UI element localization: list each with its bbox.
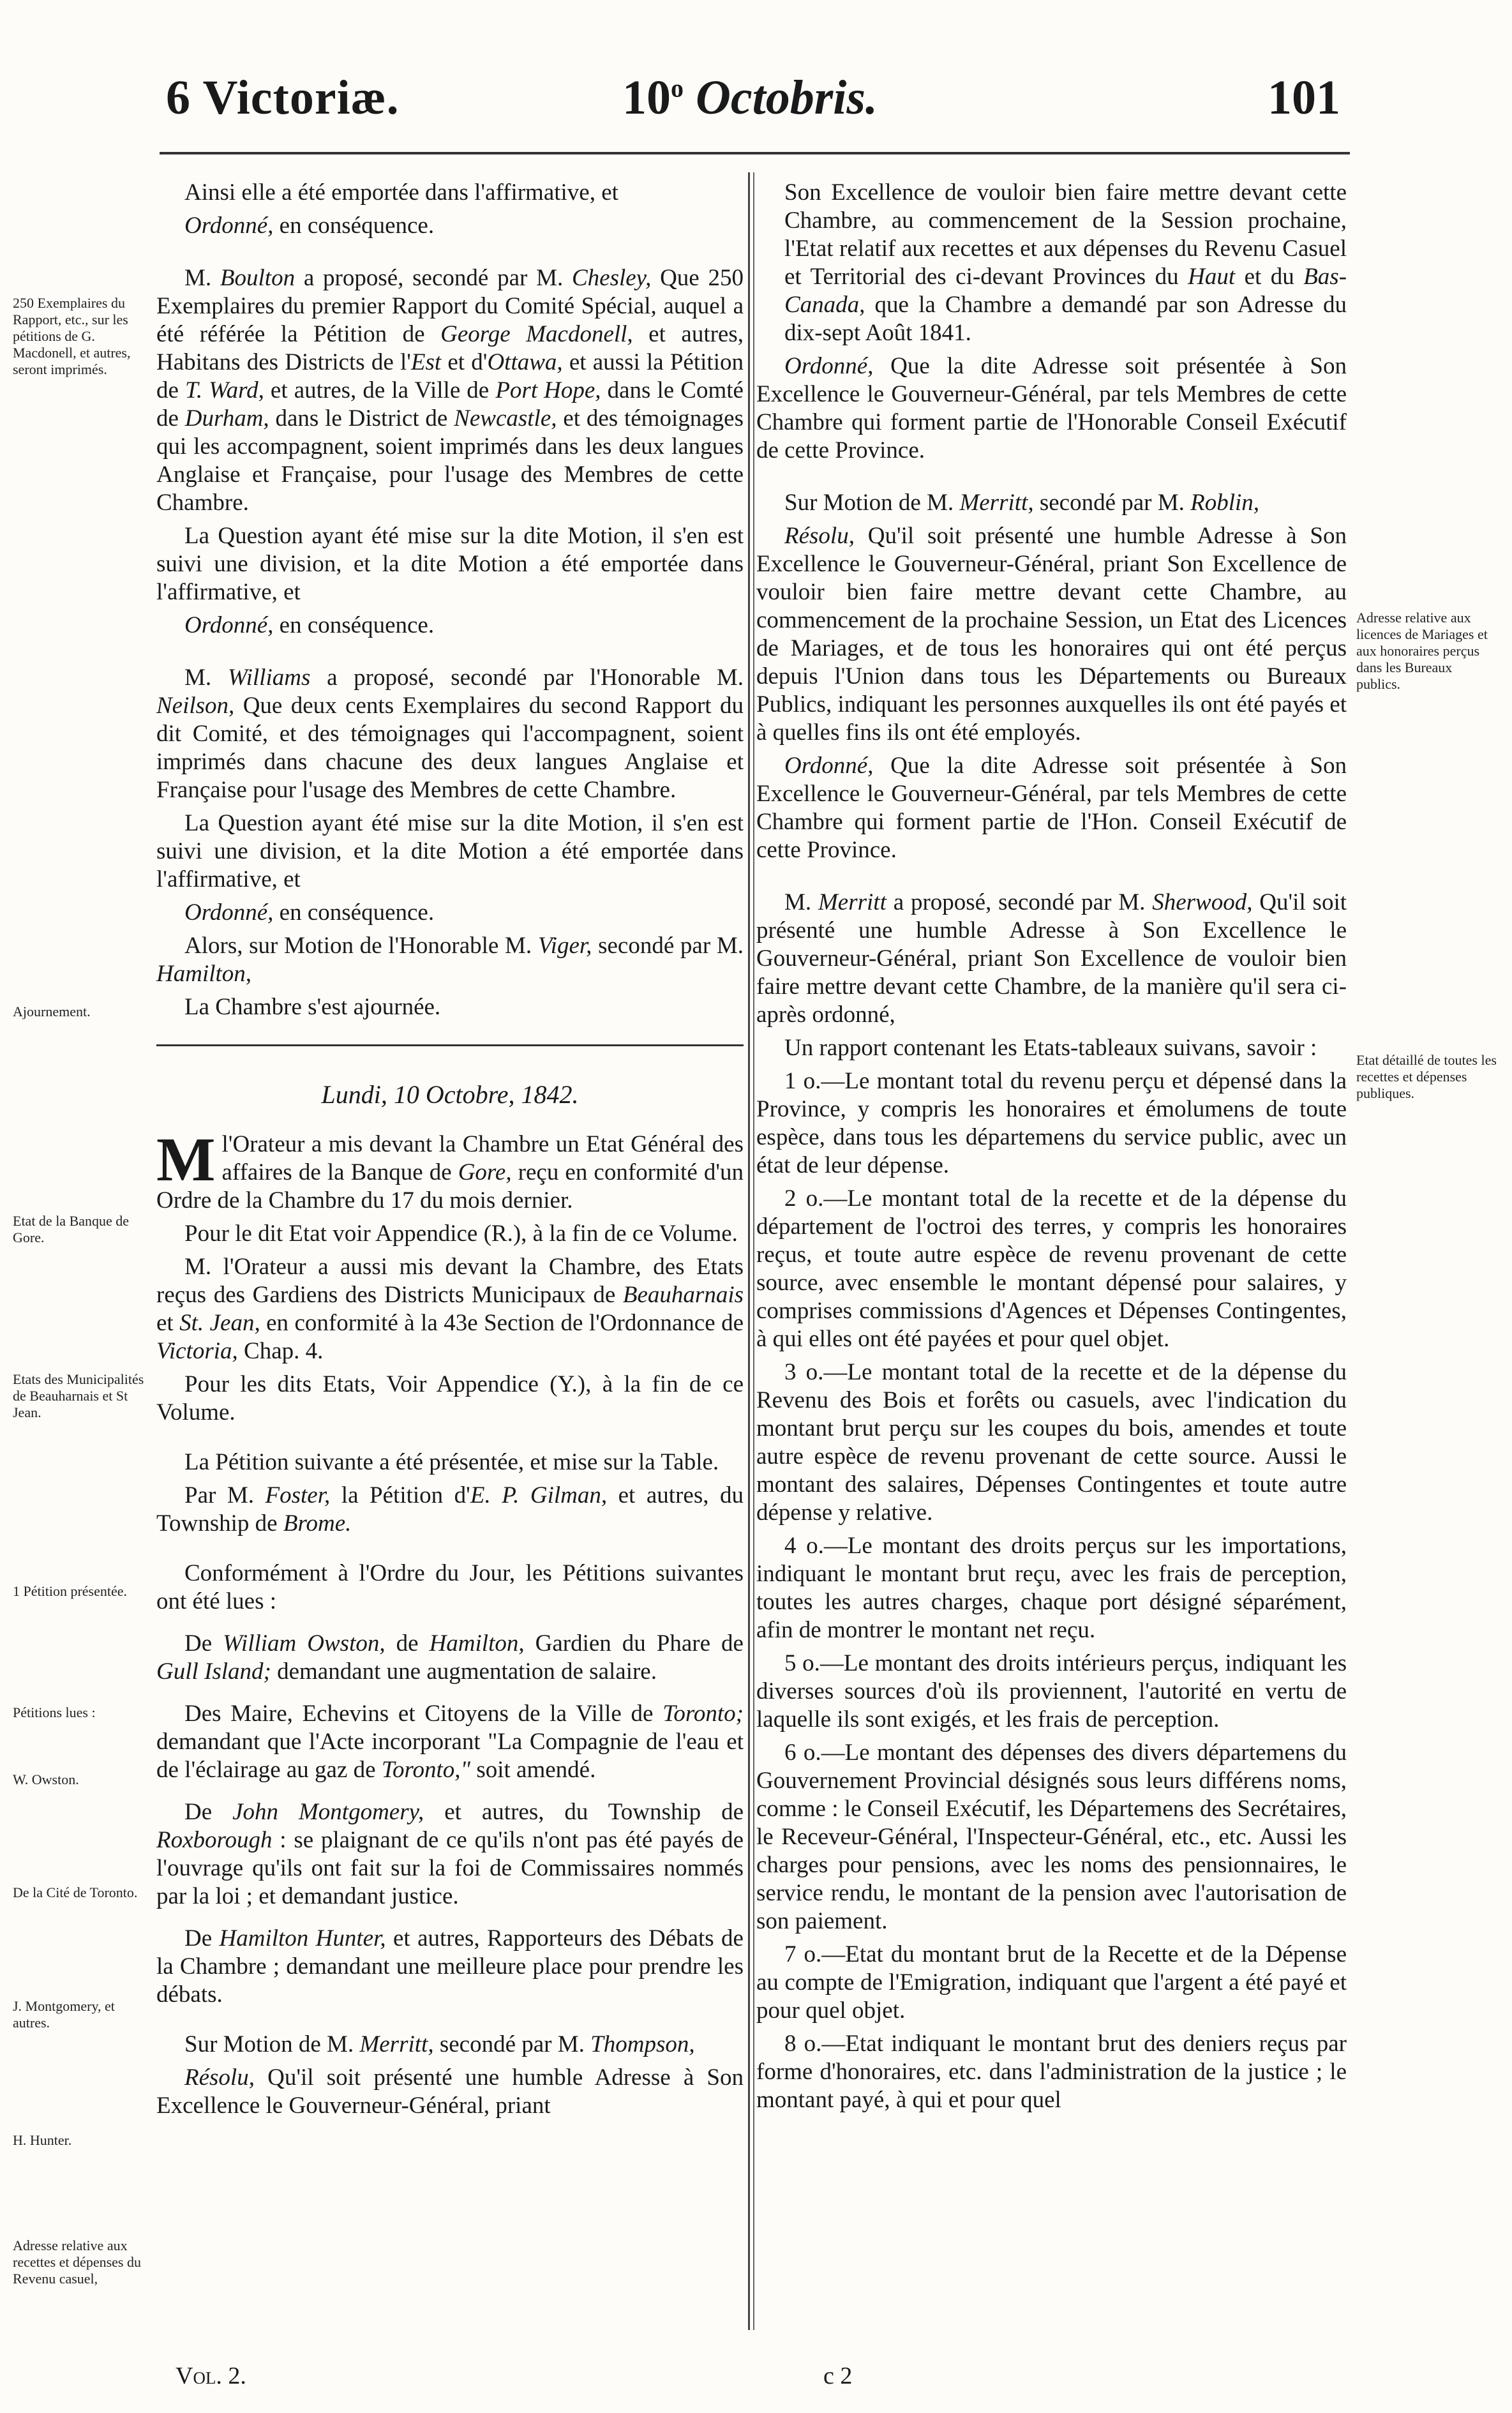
- paragraph-bank-of-gore: Ml'Orateur a mis devant la Chambre un Etat Général des affaires de la Banque de Gore, reçu en conformité d'un Ordre de la Chambre du 17 du mois dernier.: [156, 1125, 744, 1214]
- header-rule: [160, 152, 1350, 154]
- right-column: [756, 179, 1347, 2119]
- date-day: 10: [622, 71, 671, 124]
- margin-note: Pétitions lues :: [13, 1704, 96, 1720]
- margin-note: Etat détaillé de toutes les recettes et dépenses publiques.: [1356, 1052, 1497, 1101]
- list-item: 6 o.—Le montant des dépenses des divers départemens du Gouvernement Provincial désignés sous leurs différens noms, comme : le Conseil Exécutif, les Départemens des Secrétaires, le Receveur-Général, l'Inspecteur-Général, etc., etc. Aussi les charges pour pensions, avec les noms des pensionnaires, le service rendu, le montant de la pension avec l'autorisation de son paiement.: [756, 1740, 1347, 1934]
- date-month: Octobris.: [696, 71, 878, 124]
- paragraph: La Pétition suivante a été présentée, et mise sur la Table.: [184, 1449, 719, 1475]
- paragraph: Alors, sur Motion de l'Honorable M. Viger, secondé par M. Hamilton,: [156, 933, 744, 987]
- petition-owston: De William Owston, de Hamilton, Gardien du Phare de Gull Island; demandant une augmentation de salaire.: [156, 1630, 744, 1685]
- paragraph: Pour les dits Etats, Voir Appendice (Y.), à la fin de ce Volume.: [156, 1371, 744, 1425]
- volume-footer: Vol. 2.: [176, 2363, 246, 2389]
- margin-note: Adresse relative aux recettes et dépenses du Revenu casuel,: [13, 2237, 141, 2287]
- margin-note: De la Cité de Toronto.: [13, 1884, 138, 1900]
- paragraph: Conformément à l'Ordre du Jour, les Pétitions suivantes ont été lues :: [156, 1560, 744, 1614]
- left-column: [156, 179, 744, 2125]
- paragraph: La Question ayant été mise sur la dite Motion, il s'en est suivi une division, et la dite Motion a été emportée dans l'affirmative, et: [156, 523, 744, 605]
- paragraph: Ordonné, Que la dite Adresse soit présentée à Son Excellence le Gouverneur-Général, par tels Membres de cette Chambre qui forment partie de l'Hon. Conseil Exécutif de cette Province.: [756, 753, 1347, 863]
- column-divider-inner: [753, 172, 754, 2330]
- list-item: 3 o.—Le montant total de la recette et de la dépense du Revenu des Bois et forêts ou casuels, avec l'indication du montant brut perçu sur les coupes du bois, amendes et toute autre espèce de revenu provenant de cette source. Aussi le montant des salaires, Dépenses Contingentes et toute autre dépense y relative.: [756, 1359, 1347, 1526]
- paragraph: La Chambre s'est ajournée.: [184, 994, 441, 1020]
- column-divider: [748, 172, 750, 2330]
- paragraph: Résolu, Qu'il soit présenté une humble Adresse à Son Excellence le Gouverneur-Général, priant Son Excellence de vouloir bien faire mettre devant cette Chambre, au commencement de la prochaine Session, un Etat des Licences de Mariages, et de tous les honoraires qui ont été perçus depuis l'Union dans tous les Départements ou Bureaux Publics, indiquant les personnes auxquelles ils ont été payés et à quelles fins ils ont été employés.: [756, 523, 1347, 746]
- petition-hunter: De Hamilton Hunter, et autres, Rapporteurs des Débats de la Chambre ; demandant une meilleure place pour prendre les débats.: [156, 1925, 744, 2008]
- sitting-date: Lundi, 10 Octobre, 1842.: [321, 1080, 579, 1109]
- date-ordinal: o: [671, 73, 684, 103]
- paragraph: Sur Motion de M. Merritt, secondé par M. Roblin,: [784, 490, 1260, 516]
- margin-note: 1 Pétition présentée.: [13, 1583, 128, 1599]
- list-item: 1 o.—Le montant total du revenu perçu et dépensé dans la Province, y compris les honoraires et émolumens de toute espèce, dans tous les départemens du service public, avec un état de leur dépense.: [756, 1068, 1347, 1178]
- list-item: 8 o.—Etat indiquant le montant brut des deniers reçus par forme d'honoraires, etc. dans l'administration de la justice ; le montant payé, à qui et pour quel: [756, 2031, 1347, 2113]
- margin-note: Ajournement.: [13, 1004, 91, 1019]
- margin-note: W. Owston.: [13, 1771, 79, 1787]
- paragraph: Ordonné, en conséquence.: [184, 213, 435, 239]
- margin-note: 250 Exemplaires du Rapport, etc., sur les pétitions de G. Macdonell, et autres, seront imprimés.: [13, 295, 131, 377]
- paragraph: M. l'Orateur a aussi mis devant la Chambre, des Etats reçus des Gardiens des Districts Municipaux de Beauharnais et St. Jean, en conformité à la 43e Section de l'Ordonnance de Victoria, Chap. 4.: [156, 1254, 744, 1364]
- page-number: 101: [1268, 71, 1340, 124]
- paragraph: Ordonné, en conséquence.: [184, 612, 435, 638]
- paragraph-williams-motion: M. Williams a proposé, secondé par l'Honorable M. Neilson, Que deux cents Exemplaires du second Rapport du dit Comité, et des témoignages qui l'accompagnent, soient imprimés dans chacune des deux langues Anglaise et Française pour l'usage des Membres de cette Chambre.: [156, 665, 744, 803]
- page-header: [153, 70, 1353, 140]
- list-item: 7 o.—Etat du montant brut de la Recette et de la Dépense au compte de l'Emigration, indiquant que l'argent a été payé et pour quel objet.: [756, 1941, 1347, 2024]
- margin-note: Adresse relative aux licences de Mariages et aux honoraires perçus dans les Bureaux publics.: [1356, 610, 1488, 692]
- paragraph: Son Excellence de vouloir bien faire mettre devant cette Chambre, au commencement de la Session prochaine, l'Etat relatif aux recettes et aux dépenses du Revenu Casuel et Territorial des ci-devant Provinces du Haut et du Bas-Canada, que la Chambre a demandé par son Adresse du dix-sept Août 1841.: [784, 179, 1347, 346]
- paragraph-boulton-motion: M. Boulton a proposé, secondé par M. Chesley, Que 250 Exemplaires du premier Rapport du Comité Spécial, auquel a été référée la Pétition de George Macdonell, et autres, Habitans des Districts de l'Est et d'Ottawa, et aussi la Pétition de T. Ward, et autres, de la Ville de Port Hope, dans le Comté de Durham, dans le District de Newcastle, et des témoignages qui les accompagnent, soient imprimés dans les deux langues Anglaise et Française, pour l'usage des Membres de cette Chambre.: [156, 265, 744, 516]
- paragraph: Pour le dit Etat voir Appendice (R.), à la fin de ce Volume.: [184, 1221, 738, 1247]
- regnal-year: 6 Victoriæ.: [166, 71, 400, 124]
- paragraph-merritt-sherwood: M. Merritt a proposé, secondé par M. Sherwood, Qu'il soit présenté une humble Adresse à Son Excellence le Gouverneur-Général, priant Son Excellence de vouloir bien faire mettre devant cette Chambre, de la manière qu'il sera ci-après ordonné,: [756, 889, 1347, 1028]
- margin-note: J. Montgomery, et autres.: [13, 1998, 115, 2031]
- date-heading: [622, 70, 878, 126]
- paragraph: La Question ayant été mise sur la dite Motion, il s'en est suivi une division, et la dite Motion a été emportée dans l'affirmative, et: [156, 810, 744, 892]
- paragraph-merritt-thompson: Sur Motion de M. Merritt, secondé par M. Thompson,: [184, 2031, 695, 2057]
- margin-note: Etat de la Banque de Gore.: [13, 1213, 130, 1245]
- paragraph: Ainsi elle a été emportée dans l'affirmative, et: [184, 179, 618, 206]
- paragraph: Un rapport contenant les Etats-tableaux suivans, savoir :: [784, 1035, 1317, 1061]
- list-item: 4 o.—Le montant des droits perçus sur les importations, indiquant le montant brut reçu, avec les frais de perception, toutes les autres charges, chaque port désigné séparément, afin de montrer le montant net reçu.: [756, 1533, 1347, 1643]
- petition-montgomery: De John Montgomery, et autres, du Township de Roxborough : se plaignant de ce qu'ils n'ont pas été payés de l'ouvrage qu'ils ont fait sur la foi de Commissaires nommés par la loi ; et demandant justice.: [156, 1799, 744, 1909]
- list-item: 5 o.—Le montant des droits intérieurs perçus, indiquant les diverses sources d'où ils proviennent, l'autorité en vertu de laquelle ils sont exigés, et les frais de perception.: [756, 1650, 1347, 1733]
- paragraph: Ordonné, en conséquence.: [184, 899, 435, 926]
- paragraph: Ordonné, Que la dite Adresse soit présentée à Son Excellence le Gouverneur-Général, par tels Membres de cette Chambre qui forment partie de l'Honorable Conseil Exécutif de cette Province.: [756, 353, 1347, 463]
- margin-note: Etats des Municipalités de Beauharnais et St Jean.: [13, 1371, 144, 1420]
- petition-toronto: Des Maire, Echevins et Citoyens de la Ville de Toronto; demandant que l'Acte incorporant "La Compagnie de l'eau et de l'éclairage au gaz de Toronto," soit amendé.: [156, 1701, 744, 1783]
- drop-cap: M: [156, 1125, 216, 1194]
- paragraph-resolution: Résolu, Qu'il soit présenté une humble Adresse à Son Excellence le Gouverneur-Général, priant: [156, 2064, 744, 2119]
- section-rule: [156, 1044, 744, 1046]
- list-item: 2 o.—Le montant total de la recette et de la dépense du département de l'octroi des terres, y compris les honoraires reçus, et toute autre espèce de revenu provenant de cette source, avec ensemble le montant dépensé pour salaires, y comprises commissions d'Agences et Dépenses Contingentes, à qui elles ont été payées et pour quel objet.: [756, 1185, 1347, 1352]
- paragraph: Par M. Foster, la Pétition d'E. P. Gilman, et autres, du Township de Brome.: [156, 1482, 744, 1537]
- signature-mark: c 2: [823, 2363, 853, 2389]
- margin-note: H. Hunter.: [13, 2132, 72, 2148]
